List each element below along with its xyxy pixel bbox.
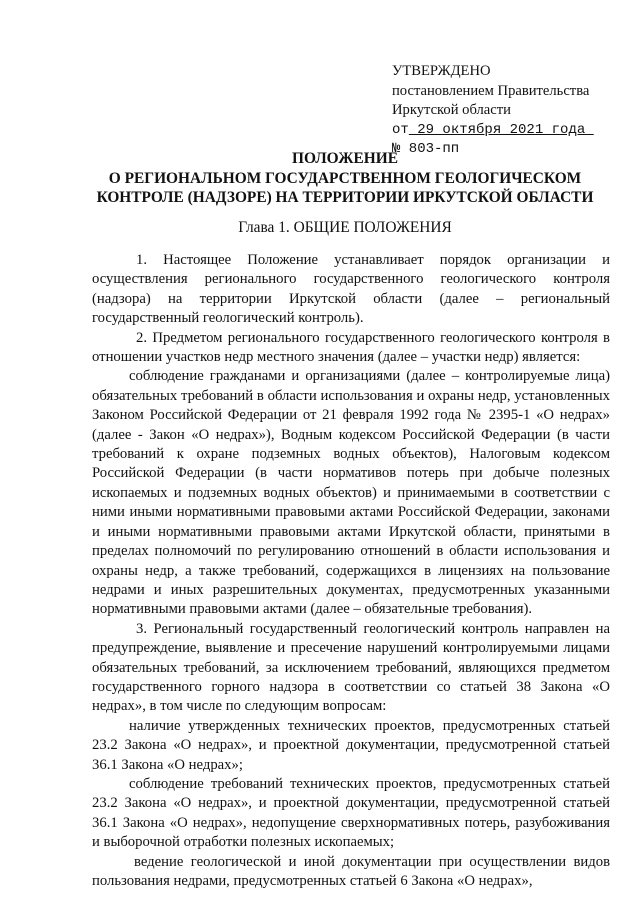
approval-issuer: постановлением Правительства: [392, 82, 590, 99]
paragraph-3-item-3: ведение геологической и иной документации при осуществлении видов пользования недрами, предусмотренных статьей 6 Закона «О недрах»,: [92, 853, 610, 889]
title-line-2: О РЕГИОНАЛЬНОМ ГОСУДАРСТВЕННОМ ГЕОЛОГИЧЕСКОМ: [108, 169, 582, 187]
paragraph-3-item-1: наличие утвержденных технических проектов, предусмотренных статьей 23.2 Закона «О недрах», и проектной документации, предусмотренной статьей 36.1 Закона «О недрах»;: [92, 717, 610, 773]
title-line-3: КОНТРОЛЕ (НАДЗОРЕ) НА ТЕРРИТОРИИ ИРКУТСКОЙ ОБЛАСТИ: [96, 189, 594, 206]
document-title: [60, 149, 630, 208]
approval-date-prefix: от: [392, 121, 409, 138]
document-body: [92, 251, 610, 891]
paragraph-3-item-2: соблюдение требований технических проектов, предусмотренных статьей 23.2 Закона «О недрах», и проектной документации, предусмотренной статьей 36.1 Закона «О недрах», недопущение сверхнормативных потерь, разубоживания и выборочной отработки полезных ископаемых;: [92, 775, 610, 851]
approval-date: [392, 121, 622, 141]
approval-region: Иркутской области: [392, 102, 511, 118]
paragraph-1: 1. Настоящее Положение устанавливает порядок организации и осуществления регионального государственного геологического контроля (надзора) на территории Иркутской области (далее – региональный государственный геологический контроль).: [92, 252, 610, 327]
approval-date-value: 29 октября 2021 года: [408, 121, 594, 138]
paragraph-2-item: соблюдение гражданами и организациями (далее – контролируемые лица) обязательных требований в области использования и охраны недр, установленных Законом Российской Федерации от 21 февраля 1992 года № 2395-1 «О недрах» (далее - Закон «О недрах»), Водным кодексом Российской Федерации (в части требований к охране подземных водных объектов), Налоговым кодексом Российской Федерации (в части нормативов потерь при добыче полезных ископаемых и подземных водных объектов) и принимаемыми в соответствии с ними иными нормативными правовыми актами Российской Федерации, законами и иными нормативными правовыми актами Иркутской области, принятыми в пределах полномочий по регулированию отношений в области использования и охраны недр, а также требований, содержащихся в лицензиях на пользование недрами и иных разрешительных документах, предусмотренных указанными нормативными правовыми актами (далее – обязательные требования).: [92, 368, 610, 618]
paragraph-2: 2. Предметом регионального государственного геологического контроля в отношении участков недр местного значения (далее – участки недр) является:: [92, 329, 610, 366]
paragraph-3: 3. Региональный государственный геологический контроль направлен на предупреждение, выявление и пресечение нарушений контролируемыми лицами обязательных требований, за исключением требований, являющихся предметом государственного горного надзора в соответствии со статьей 38 Закона «О недрах», в том числе по следующим вопросам:: [92, 620, 610, 715]
approval-heading: УТВЕРЖДЕНО: [392, 63, 491, 79]
approval-stamp: [392, 62, 622, 160]
approval-number: № 803-пп: [392, 141, 460, 157]
title-line-1: ПОЛОЖЕНИЕ: [292, 150, 398, 167]
chapter-heading: Глава 1. ОБЩИЕ ПОЛОЖЕНИЯ: [238, 219, 452, 236]
